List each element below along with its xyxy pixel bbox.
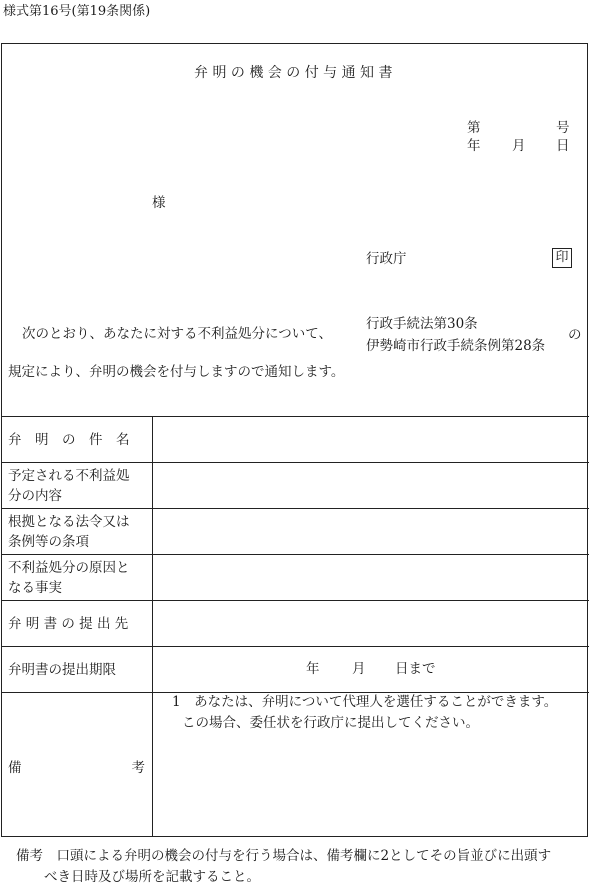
label-line: 分の内容 <box>8 488 62 505</box>
row-divider-6 <box>1 692 589 693</box>
table-column-divider <box>152 416 153 837</box>
row-label-submission-destination: 弁 明 書 の 提 出 先 <box>8 616 129 632</box>
date-month: 月 <box>512 138 526 154</box>
document-title: 弁 明 の 機 会 の 付 与 通 知 書 <box>194 65 393 81</box>
row-divider-1 <box>1 462 589 463</box>
label-line: 予定される不利益処 <box>8 468 130 484</box>
body-line-1: 次のとおり、あなたに対する不利益処分について、 <box>22 326 332 342</box>
row-label-cause-facts <box>8 558 148 599</box>
remarks-note-line-1: 1 あなたは、弁明について代理人を選任することができます。 <box>172 694 558 710</box>
remarks-label-right: 考 <box>131 760 145 776</box>
particle-no: の <box>568 327 582 343</box>
table-top-line <box>1 416 589 417</box>
row-divider-3 <box>1 554 589 555</box>
date-day: 日 <box>556 138 570 154</box>
law-option-2: 伊勢崎市行政手続条例第28条 <box>366 338 546 354</box>
body-line-2: 規定により、弁明の機会を付与しますので通知します。 <box>8 364 345 380</box>
row-divider-5 <box>1 646 589 647</box>
seal-mark: 印 <box>552 248 572 268</box>
row-label-remarks <box>8 758 148 778</box>
date-year: 年 <box>467 138 481 154</box>
footer-note-line-2: べき日時及び場所を記載すること。 <box>44 869 260 885</box>
law-option-1: 行政手続法第30条 <box>366 316 478 332</box>
doc-number-prefix: 第 <box>467 120 481 136</box>
row-label-planned-disposition <box>8 466 148 507</box>
deadline-day: 日まで <box>395 661 436 677</box>
label-line: 不利益処分の原因と <box>8 560 130 576</box>
row-divider-2 <box>1 508 589 509</box>
row-divider-4 <box>1 600 589 601</box>
deadline-year: 年 <box>306 661 320 677</box>
row-label-subject: 弁 明 の 件 名 <box>8 432 130 448</box>
agency-label: 行政庁 <box>366 251 407 267</box>
remarks-label-left: 備 <box>8 760 22 776</box>
label-line: 根拠となる法令又は <box>8 514 130 530</box>
deadline-month: 月 <box>352 661 366 677</box>
row-label-submission-deadline: 弁明書の提出期限 <box>8 662 116 678</box>
label-line: 条例等の条項 <box>8 534 89 551</box>
recipient-suffix: 様 <box>152 195 166 211</box>
remarks-note-line-2: この場合、委任状を行政庁に提出してください。 <box>182 715 479 731</box>
form-number: 様式第16号(第19条関係) <box>3 4 151 19</box>
label-line: なる事実 <box>8 580 62 597</box>
row-label-legal-basis <box>8 512 148 553</box>
footer-note-line-1: 備考 口頭による弁明の機会の付与を行う場合は、備考欄に2としてその旨並びに出頭す <box>16 848 552 864</box>
doc-number-suffix: 号 <box>556 120 570 136</box>
